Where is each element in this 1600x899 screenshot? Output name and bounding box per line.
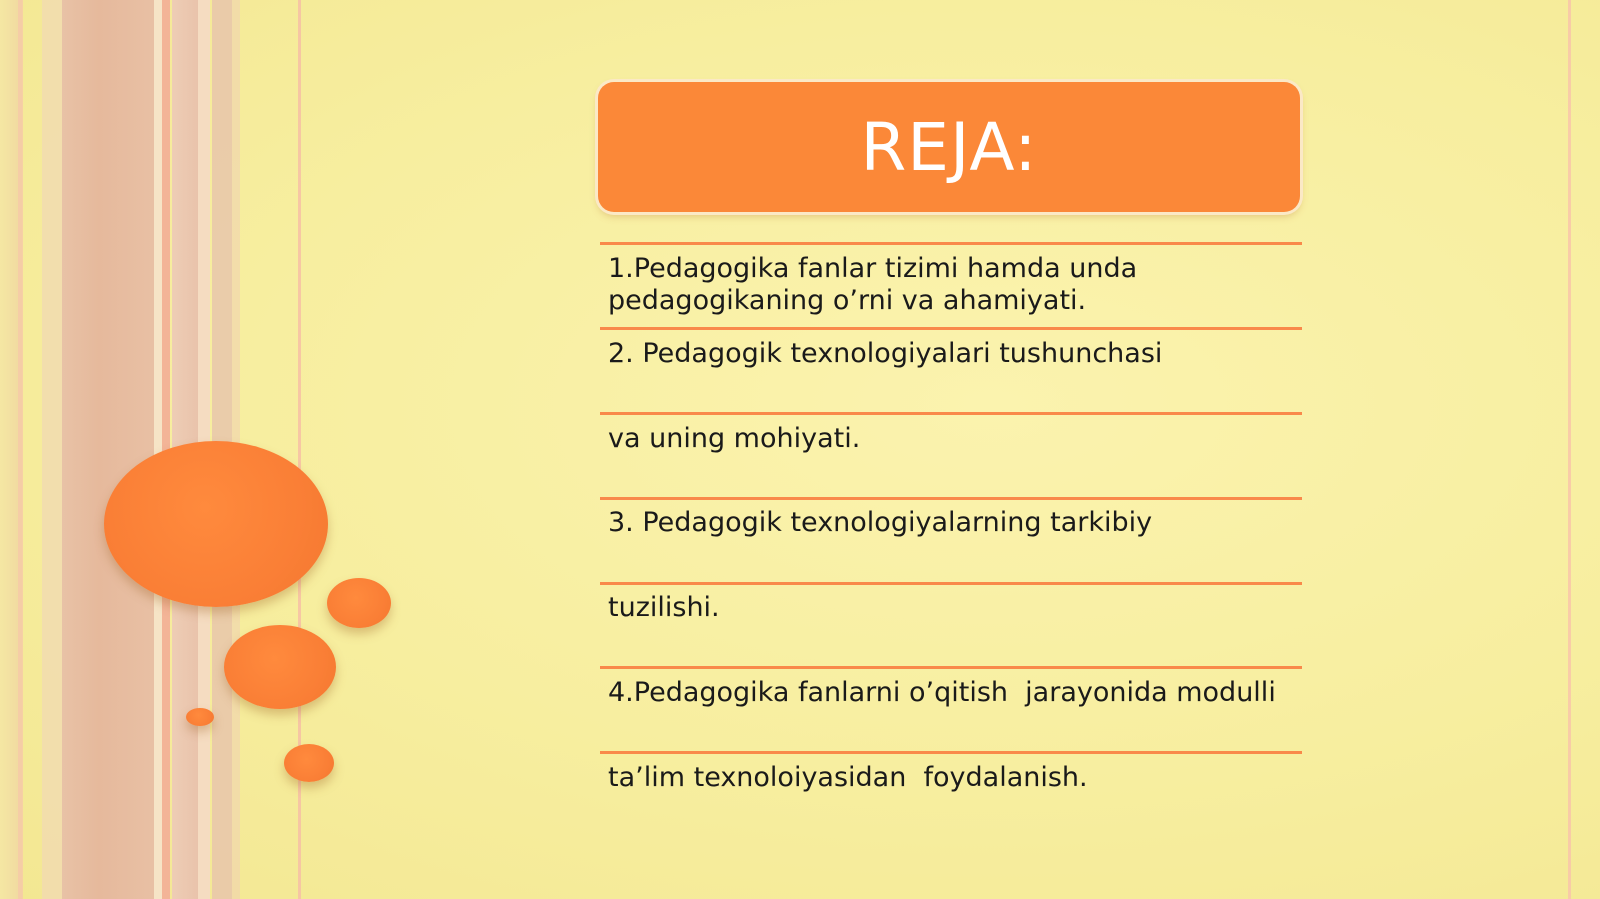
plan-divider — [600, 582, 1302, 585]
title-box — [598, 82, 1300, 212]
plan-item-7: ta’lim texnoloiyasidan foydalanish. — [608, 762, 1088, 793]
plan-divider — [600, 327, 1302, 330]
plan-item-5: tuzilishi. — [608, 592, 720, 623]
decor-line — [1568, 0, 1571, 899]
plan-item-4: 3. Pedagogik texnologiyalarning tarkibiy — [608, 507, 1153, 538]
decor-stripe — [154, 0, 162, 899]
decor-stripe — [42, 0, 62, 899]
decor-bubble — [224, 625, 336, 709]
plan-item-1: 1.Pedagogika fanlar tizimi hamda unda pedagogikaning o’rni va ahamiyati. — [608, 253, 1138, 316]
plan-item-2: 2. Pedagogik texnologiyalari tushunchasi — [608, 338, 1163, 369]
plan-divider — [600, 242, 1302, 245]
decor-bubble — [186, 708, 214, 726]
decor-bubble — [104, 441, 328, 607]
slide-title: REJA: — [860, 108, 1038, 186]
plan-divider — [600, 412, 1302, 415]
plan-divider — [600, 666, 1302, 669]
decor-stripe — [18, 0, 23, 899]
decor-stripe — [62, 0, 154, 899]
plan-item-6: 4.Pedagogika fanlarni o’qitish jarayonida modulli — [608, 677, 1276, 708]
plan-item-3: va uning mohiyati. — [608, 423, 861, 454]
decor-bubble — [284, 744, 334, 782]
plan-divider — [600, 497, 1302, 500]
decor-bubble — [327, 578, 391, 628]
plan-divider — [600, 751, 1302, 754]
